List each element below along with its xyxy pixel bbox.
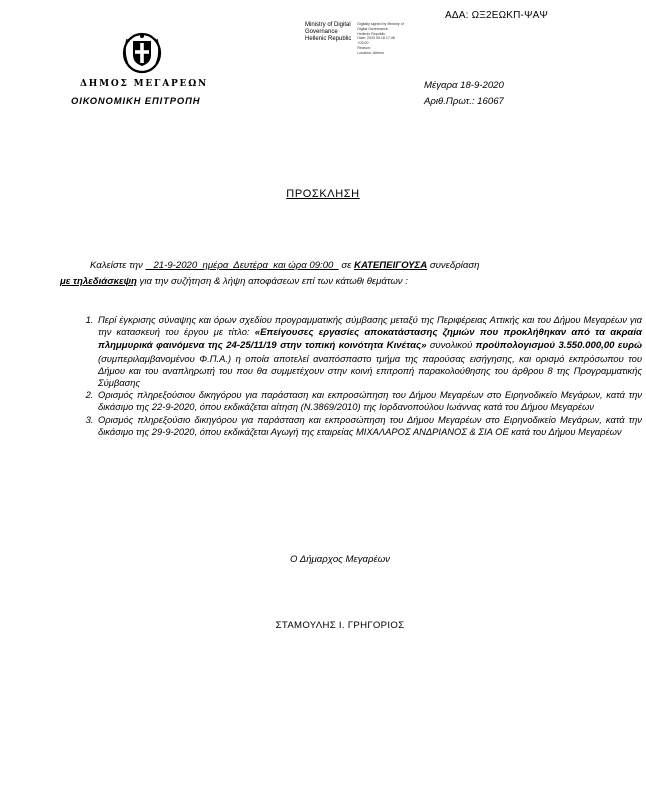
invitation-text-connector: σε <box>338 260 355 271</box>
greek-coat-of-arms-icon <box>120 30 164 74</box>
digital-signature-stamp <box>305 22 417 56</box>
project-budget: προϋπολογισμού 3.550.000,00 ευρώ <box>475 340 642 352</box>
invitation-text-end: για την συζήτηση & λήψη αποφάσεων επί των κάτωθι θεμάτων : <box>136 276 408 287</box>
agenda-item-text: (συμπεριλαμβανομένου Φ.Π.Α.) η οποία αποτελεί αναπόσπαστο τμήμα της παρούσας εισήγησης, και ορισμό εκπρόσωπου του Δήμου και του αναπληρωτή του που θα συμμετέχουν στην κοινή επιτροπή παρακολούθησης του άρθρου 8 της Προγραμματικής Σύμβασης <box>98 352 642 389</box>
signature-detail-line: Date: 2020.09.18 17:46 <box>357 36 395 41</box>
committee-name: ΟΙΚΟΝΟΜΙΚΗ ΕΠΙΤΡΟΠΗ <box>71 95 201 106</box>
invitation-text-session: συνεδρίαση <box>427 260 480 271</box>
project-title: «Επείγουσες εργασίες αποκατάστασης ζημιών που προκλήθηκαν από τα ακραία πλημμυρικά φαινόμενα της 24-25/11/19 στην τοπική κοινότητα Κινέτας» <box>98 327 642 352</box>
signature-detail-line: +03:00 <box>357 41 369 46</box>
signature-issuer-line: Hellenic Republic <box>305 36 352 42</box>
meeting-mode: με τηλεδιάσκεψη <box>60 276 137 287</box>
invitation-text-start: Καλείστε την <box>90 260 143 271</box>
signature-details <box>357 22 417 56</box>
mayor-title: Ο Δήμαρχος Μεγαρέων <box>290 554 390 565</box>
agenda-item <box>96 414 642 438</box>
meeting-date-time: 21-9-2020 ημέρα Δευτέρα και ώρα 09:00 <box>145 260 339 271</box>
signature-detail-line: Digitally signed by Ministry of <box>357 22 404 26</box>
agenda-item <box>96 314 642 389</box>
signature-issuer <box>305 22 351 56</box>
signature-detail-line: Digital Governance, <box>357 26 389 31</box>
protocol-number: Αριθ.Πρωτ.: 16067 <box>424 96 504 107</box>
invitation-text <box>60 258 606 290</box>
document-title: ΠΡΟΣΚΛΗΣΗ <box>286 188 360 200</box>
signature-detail-line: Location: Athens <box>357 50 384 55</box>
signature-issuer-line: Governance <box>305 29 338 35</box>
agenda-item-text: συνολικού <box>426 339 476 351</box>
place-date: Μέγαρα 18-9-2020 <box>424 80 504 91</box>
mayor-name: ΣΤΑΜΟΥΛΗΣ Ι. ΓΡΗΓΟΡΙΟΣ <box>275 620 405 631</box>
agenda-item-text: Περί έγκρισης σύναψης και όρων σχεδίου προγραμματικής σύμβασης μεταξύ της Περιφέρειας Αττικής και του Δήμου Μεγαρέων για την κατασκευή του έργου με τίτλο: <box>98 314 642 338</box>
urgency-label: ΚΑΤΕΠΕΙΓΟΥΣΑ <box>354 260 428 271</box>
agenda-list <box>60 314 642 438</box>
ada-code: ΑΔΑ: ΩΞ2ΕΩΚΠ-ΨΑΨ <box>445 10 549 21</box>
signature-detail-line: Reason: <box>357 45 371 50</box>
agenda-item-text: Ορισμός πληρεξούσιο δικηγόρου για παράσταση και εκπροσώπηση του Δήμου Μεγαρέων στο Ειρηνοδικείο Μεγάρων, κατά την δικάσιμο της 29-9-2020, όπου εκδικάζεται Αγωγή της εταιρείας ΜΙΧΑΛΑΡΟΣ ΑΝΔΡΙΑΝΟΣ & ΣΙΑ ΟΕ κατά του Δήμου Μεγαρέων <box>98 413 642 437</box>
municipality-name: ΔΗΜΟΣ ΜΕΓΑΡΕΩΝ <box>80 79 209 89</box>
agenda-item <box>96 389 642 413</box>
agenda-item-text: Ορισμός πληρεξούσιου δικηγόρου για παράσταση και εκπροσώπηση του Δήμου Μεγαρέων στο Ειρηνοδικείο Μεγάρων, κατά την δικάσιμο της 22-9-2020, όπου εκδικάζεται αίτηση (Ν.3869/2010) της Ιορδανοπούλου Ιωάννας κατά του Δήμου Μεγαρέων <box>98 389 642 413</box>
signature-issuer-line: Ministry of Digital <box>305 22 351 28</box>
signature-detail-line: Hellenic Republic <box>357 31 386 36</box>
